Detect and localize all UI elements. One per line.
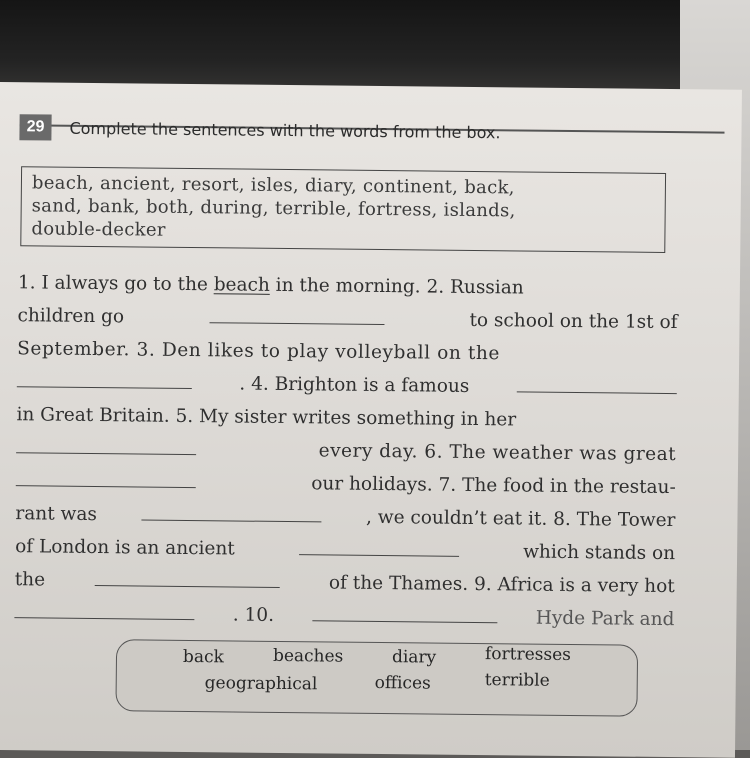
sentence-text: Hyde Park and <box>535 607 675 631</box>
filled-answer: beach <box>213 274 270 296</box>
answer-blank[interactable] <box>17 385 192 389</box>
answer-word: diary <box>391 647 437 668</box>
exercise-number-badge: 29 <box>19 114 51 140</box>
word-box-line: double-decker <box>31 218 166 241</box>
sentence-text: every day. 6. The weather was great <box>318 440 677 466</box>
answer-word: fortresses <box>484 644 572 666</box>
sentence-text: of London is an ancient <box>15 536 235 560</box>
exercise-instruction: Complete the sentences with the words from the box. <box>69 118 501 143</box>
exercise-text <box>14 272 678 642</box>
answer-blank[interactable] <box>312 619 497 623</box>
word-box-line: sand, bank, both, during, terrible, fortress, islands, <box>31 195 516 222</box>
sentence-text: , we couldn’t eat it. 8. The Tower <box>365 506 676 532</box>
sentence-text: rant was <box>15 503 98 526</box>
sentence-text: . 10. <box>232 604 275 626</box>
answer-word-box <box>115 639 638 716</box>
answer-word: terrible <box>484 670 550 691</box>
sentence-text: children go <box>17 305 125 328</box>
word-box-line: beach, ancient, resort, isles, diary, continent, back, <box>31 172 515 199</box>
answer-word: offices <box>374 672 431 694</box>
answer-word: back <box>182 646 224 668</box>
answer-word: geographical <box>204 673 318 695</box>
sentence-text: which stands on <box>523 541 676 565</box>
sentence-text: our holidays. 7. The food in the restau- <box>311 473 676 499</box>
answer-blank[interactable] <box>209 321 384 325</box>
sentence-text: to school on the 1st of <box>469 309 678 334</box>
textbook-page <box>0 82 742 758</box>
exercise-line <box>14 602 674 642</box>
answer-word: beaches <box>272 645 344 667</box>
sentence-text: September. 3. Den likes to play volleyball on the <box>17 338 501 365</box>
sentence-text: in Great Britain. 5. My sister writes something in her <box>16 404 517 431</box>
answer-blank[interactable] <box>299 553 459 557</box>
answer-blank[interactable] <box>141 519 321 523</box>
answer-blank[interactable] <box>94 584 279 588</box>
sentence-text: the <box>14 569 46 591</box>
word-box <box>20 166 666 253</box>
answer-blank[interactable] <box>16 451 196 455</box>
answer-blank[interactable] <box>14 616 194 620</box>
sentence-text: of the Thames. 9. Africa is a very hot <box>328 572 675 598</box>
sentence-text: . 4. Brighton is a famous <box>239 373 470 397</box>
answer-blank[interactable] <box>517 390 677 394</box>
answer-blank[interactable] <box>16 484 196 488</box>
sentence-text: 1. I always go to the beach in the morning. 2. Russian <box>17 272 524 299</box>
